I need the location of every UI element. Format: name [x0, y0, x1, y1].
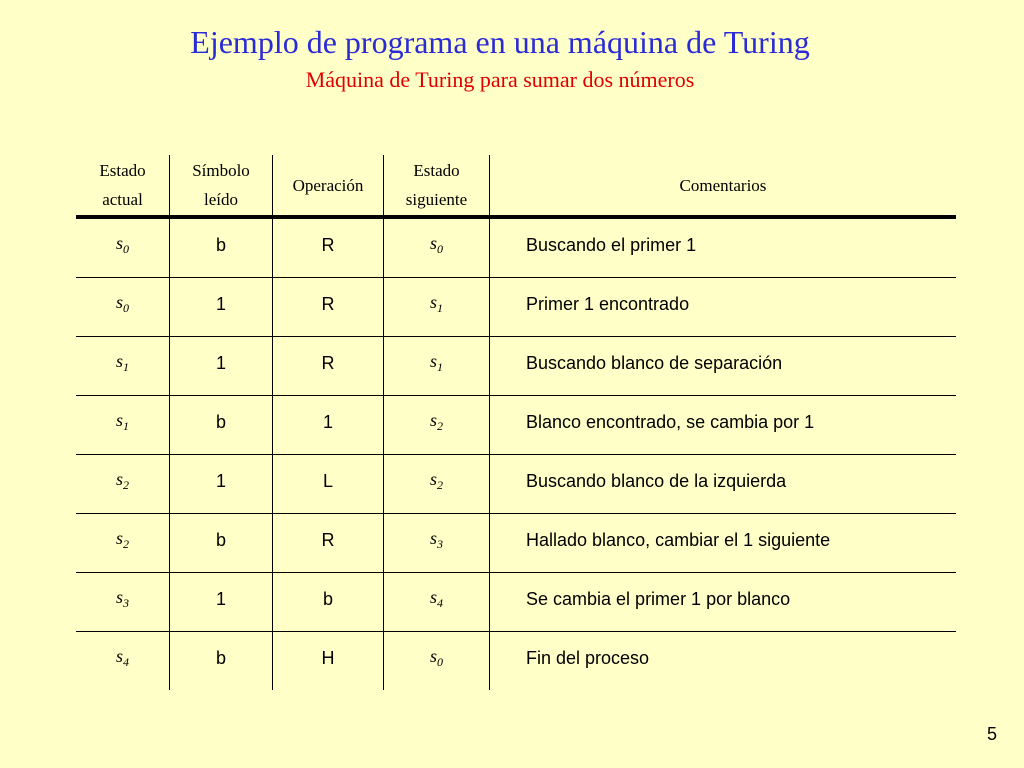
state-index: 1	[437, 301, 443, 315]
comment-cell	[490, 219, 956, 277]
read-symbol-cell-text: 1	[215, 588, 226, 609]
comment-cell	[490, 278, 956, 336]
read-symbol-cell	[170, 219, 273, 277]
next-state-cell	[384, 219, 490, 277]
header-text: leído	[204, 190, 238, 209]
state-symbol	[116, 528, 129, 552]
state-letter: s	[115, 587, 123, 607]
read-symbol-cell-text: 1	[215, 293, 226, 314]
header-text: Estado	[413, 161, 460, 180]
comment-cell-text: Primer 1 encontrado	[526, 293, 690, 314]
operation-cell-text: R	[321, 293, 335, 314]
table-row	[76, 219, 956, 278]
current-state-cell	[76, 278, 170, 336]
operation-cell	[273, 455, 384, 513]
next-state-cell	[384, 514, 490, 572]
comment-cell	[490, 573, 956, 631]
read-symbol-cell	[170, 278, 273, 336]
current-state-cell	[76, 514, 170, 572]
state-index: 3	[123, 596, 129, 610]
state-symbol	[116, 410, 129, 434]
table-row	[76, 337, 956, 396]
current-state-cell	[76, 455, 170, 513]
read-symbol-cell	[170, 573, 273, 631]
current-state-cell	[76, 573, 170, 631]
read-symbol-cell-text: 1	[215, 470, 226, 491]
operation-cell-text: L	[322, 470, 333, 491]
state-index: 2	[123, 478, 129, 492]
state-index: 0	[437, 655, 443, 669]
state-symbol	[430, 351, 443, 375]
state-symbol	[430, 646, 443, 670]
next-state-cell	[384, 573, 490, 631]
state-index: 2	[437, 419, 443, 433]
read-symbol-cell	[170, 337, 273, 395]
state-letter: s	[429, 410, 437, 430]
header-text: siguiente	[405, 190, 468, 209]
state-symbol	[430, 469, 443, 493]
state-symbol	[430, 587, 443, 611]
state-symbol	[430, 410, 443, 434]
read-symbol-cell-text: 1	[215, 352, 226, 373]
state-index: 4	[437, 596, 443, 610]
state-symbol	[116, 351, 129, 375]
current-state-cell	[76, 396, 170, 454]
state-symbol	[116, 233, 129, 257]
table-row	[76, 573, 956, 632]
header-text: Símbolo	[192, 161, 250, 180]
state-index: 1	[123, 360, 129, 374]
comment-cell-text: Buscando el primer 1	[526, 234, 697, 255]
state-letter: s	[429, 233, 437, 253]
header-text: Operación	[292, 175, 364, 195]
table-row	[76, 278, 956, 337]
header-text: Estado	[99, 161, 146, 180]
state-index: 1	[123, 419, 129, 433]
comment-cell-text: Buscando blanco de la izquierda	[526, 470, 787, 491]
slide-title: Ejemplo de programa en una máquina de Turing	[190, 24, 810, 60]
state-index: 2	[437, 478, 443, 492]
next-state-cell	[384, 632, 490, 690]
state-symbol	[430, 292, 443, 316]
state-letter: s	[429, 351, 437, 371]
header-simbolo-leido	[170, 155, 273, 215]
current-state-cell	[76, 632, 170, 690]
state-letter: s	[115, 528, 123, 548]
state-letter: s	[115, 646, 123, 666]
state-symbol	[430, 233, 443, 257]
state-symbol	[116, 646, 129, 670]
header-text: actual	[102, 190, 143, 209]
comment-cell	[490, 337, 956, 395]
operation-cell	[273, 278, 384, 336]
state-symbol	[116, 469, 129, 493]
comment-cell-text: Blanco encontrado, se cambia por 1	[526, 411, 815, 432]
operation-cell	[273, 514, 384, 572]
state-index: 0	[123, 301, 129, 315]
read-symbol-cell-text: b	[215, 234, 226, 255]
read-symbol-cell-text: b	[215, 411, 226, 432]
comment-cell-text: Buscando blanco de separación	[526, 352, 783, 373]
state-symbol	[116, 587, 129, 611]
state-letter: s	[429, 587, 437, 607]
state-symbol	[116, 292, 129, 316]
state-letter: s	[115, 469, 123, 489]
state-letter: s	[115, 233, 123, 253]
table-row	[76, 514, 956, 573]
state-letter: s	[429, 469, 437, 489]
read-symbol-cell-text: b	[215, 529, 226, 550]
operation-cell-text: b	[322, 588, 333, 609]
next-state-cell	[384, 337, 490, 395]
operation-cell-text: R	[321, 234, 335, 255]
comment-cell-text: Fin del proceso	[526, 647, 650, 668]
state-letter: s	[115, 351, 123, 371]
table-row	[76, 396, 956, 455]
header-estado-actual	[76, 155, 170, 215]
read-symbol-cell	[170, 632, 273, 690]
state-index: 2	[123, 537, 129, 551]
state-index: 0	[123, 242, 129, 256]
comment-cell	[490, 632, 956, 690]
state-letter: s	[429, 528, 437, 548]
current-state-cell	[76, 337, 170, 395]
comment-cell	[490, 514, 956, 572]
slide-subtitle: Máquina de Turing para sumar dos números	[305, 67, 695, 92]
state-letter: s	[115, 292, 123, 312]
header-text: Comentarios	[679, 175, 767, 195]
read-symbol-cell-text: b	[215, 647, 226, 668]
read-symbol-cell	[170, 455, 273, 513]
next-state-cell	[384, 278, 490, 336]
state-letter: s	[429, 292, 437, 312]
turing-program-table	[76, 155, 956, 690]
state-index: 4	[123, 655, 129, 669]
table-body	[76, 219, 956, 690]
operation-cell	[273, 573, 384, 631]
table-row	[76, 455, 956, 514]
state-index: 3	[437, 537, 443, 551]
operation-cell	[273, 337, 384, 395]
state-index: 1	[437, 360, 443, 374]
current-state-cell	[76, 219, 170, 277]
comment-cell-text: Se cambia el primer 1 por blanco	[526, 588, 791, 609]
operation-cell	[273, 396, 384, 454]
state-letter: s	[115, 410, 123, 430]
operation-cell-text: H	[321, 647, 335, 668]
next-state-cell	[384, 396, 490, 454]
table-header	[76, 155, 956, 219]
state-index: 0	[437, 242, 443, 256]
header-comentarios	[490, 155, 956, 215]
page-number: 5	[986, 724, 997, 744]
read-symbol-cell	[170, 396, 273, 454]
header-estado-siguiente	[384, 155, 490, 215]
operation-cell	[273, 219, 384, 277]
table-row	[76, 632, 956, 690]
next-state-cell	[384, 455, 490, 513]
operation-cell-text: 1	[322, 411, 333, 432]
comment-cell	[490, 455, 956, 513]
header-operacion	[273, 155, 384, 215]
operation-cell	[273, 632, 384, 690]
state-letter: s	[429, 646, 437, 666]
state-symbol	[430, 528, 443, 552]
comment-cell-text: Hallado blanco, cambiar el 1 siguiente	[526, 529, 831, 550]
read-symbol-cell	[170, 514, 273, 572]
operation-cell-text: R	[321, 529, 335, 550]
comment-cell	[490, 396, 956, 454]
operation-cell-text: R	[321, 352, 335, 373]
